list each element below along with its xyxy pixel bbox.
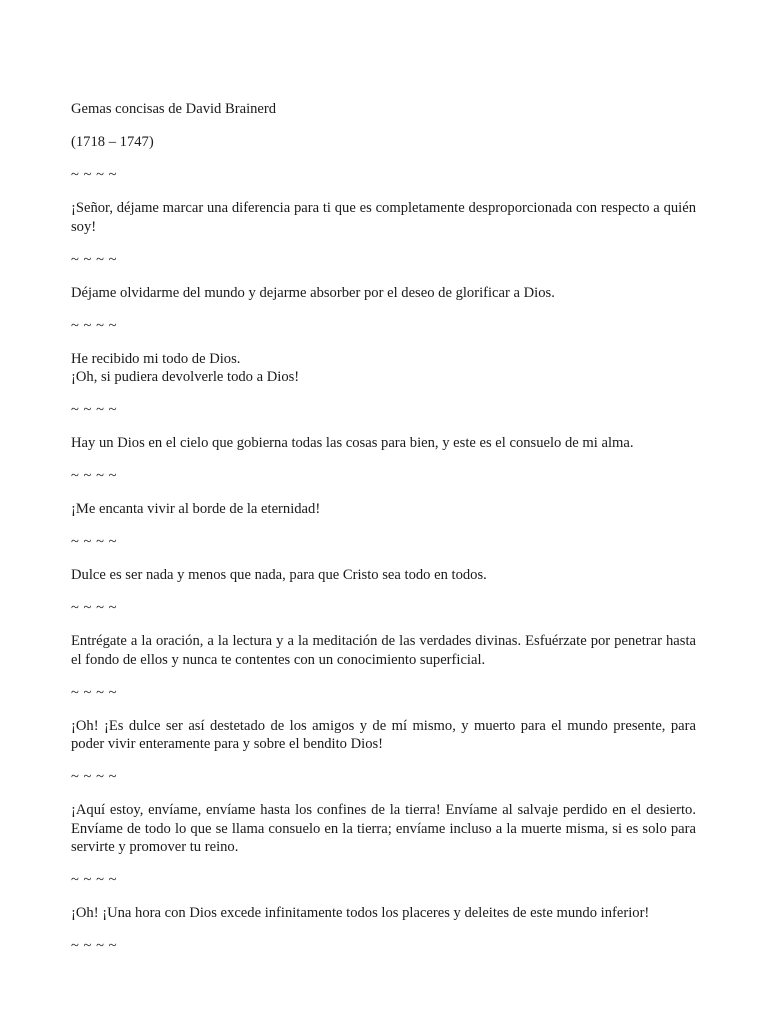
separator: ~ ~ ~ ~	[71, 167, 118, 183]
document-page	[71, 100, 696, 970]
quote-paragraph	[71, 904, 696, 923]
quotes-list	[71, 199, 696, 956]
quote-paragraph	[71, 632, 696, 669]
quote-line: ¡Oh! ¡Una hora con Dios excede infinitamente todos los placeres y deleites de este mundo inferior!	[71, 905, 650, 921]
separator: ~ ~ ~ ~	[71, 251, 118, 268]
quote-line: ¡Aquí estoy, envíame, envíame hasta los confines de la tierra! Envíame al salvaje perdido en el desierto. Envíame de todo lo que se llama consuelo en la tierra; envíame incluso a la muerte misma, si es solo para servirte y promover tu reino.	[71, 802, 696, 855]
separator: ~ ~ ~ ~	[71, 938, 118, 954]
quote-line: Dulce es ser nada y menos que nada, para que Cristo sea todo en todos.	[71, 567, 487, 583]
quote-paragraph	[71, 284, 696, 303]
quote-paragraph	[71, 350, 696, 387]
document-title: Gemas concisas de David Brainerd	[71, 101, 277, 117]
quote-line: ¡Me encanta vivir al borde de la eternidad!	[71, 501, 321, 517]
quote-paragraph	[71, 566, 696, 585]
separator: ~ ~ ~ ~	[71, 534, 118, 550]
quote-line: Hay un Dios en el cielo que gobierna todas las cosas para bien, y este es el consuelo de mi alma.	[71, 435, 634, 451]
quote-line: Déjame olvidarme del mundo y dejarme absorber por el deseo de glorificar a Dios.	[71, 284, 555, 301]
quote-paragraph	[71, 199, 696, 236]
separator: ~ ~ ~ ~	[71, 402, 118, 418]
author-dates: (1718 – 1747)	[71, 134, 154, 150]
quote-paragraph	[71, 801, 696, 857]
quote-paragraph	[71, 500, 696, 519]
quote-paragraph	[71, 434, 696, 453]
quote-line: ¡Oh, si pudiera devolverle todo a Dios!	[71, 369, 300, 385]
separator: ~ ~ ~ ~	[71, 872, 118, 888]
quote-line: ¡Señor, déjame marcar una diferencia para ti que es completamente desproporcionada con respecto a quién soy!	[71, 200, 696, 235]
quote-line: ¡Oh! ¡Es dulce ser así destetado de los amigos y de mí mismo, y muerto para el mundo presente, para poder vivir enteramente para y sobre el bendito Dios!	[71, 717, 696, 752]
separator: ~ ~ ~ ~	[71, 468, 118, 484]
separator: ~ ~ ~ ~	[71, 317, 118, 334]
quote-paragraph	[71, 717, 696, 754]
quote-line: Entrégate a la oración, a la lectura y a la meditación de las verdades divinas. Esfuérzate por penetrar hasta el fondo de ellos y nunca te contentes con un conocimiento superficial.	[71, 633, 696, 668]
separator: ~ ~ ~ ~	[71, 769, 118, 785]
quote-line: He recibido mi todo de Dios.	[71, 350, 241, 367]
separator: ~ ~ ~ ~	[71, 684, 118, 701]
separator: ~ ~ ~ ~	[71, 600, 118, 616]
